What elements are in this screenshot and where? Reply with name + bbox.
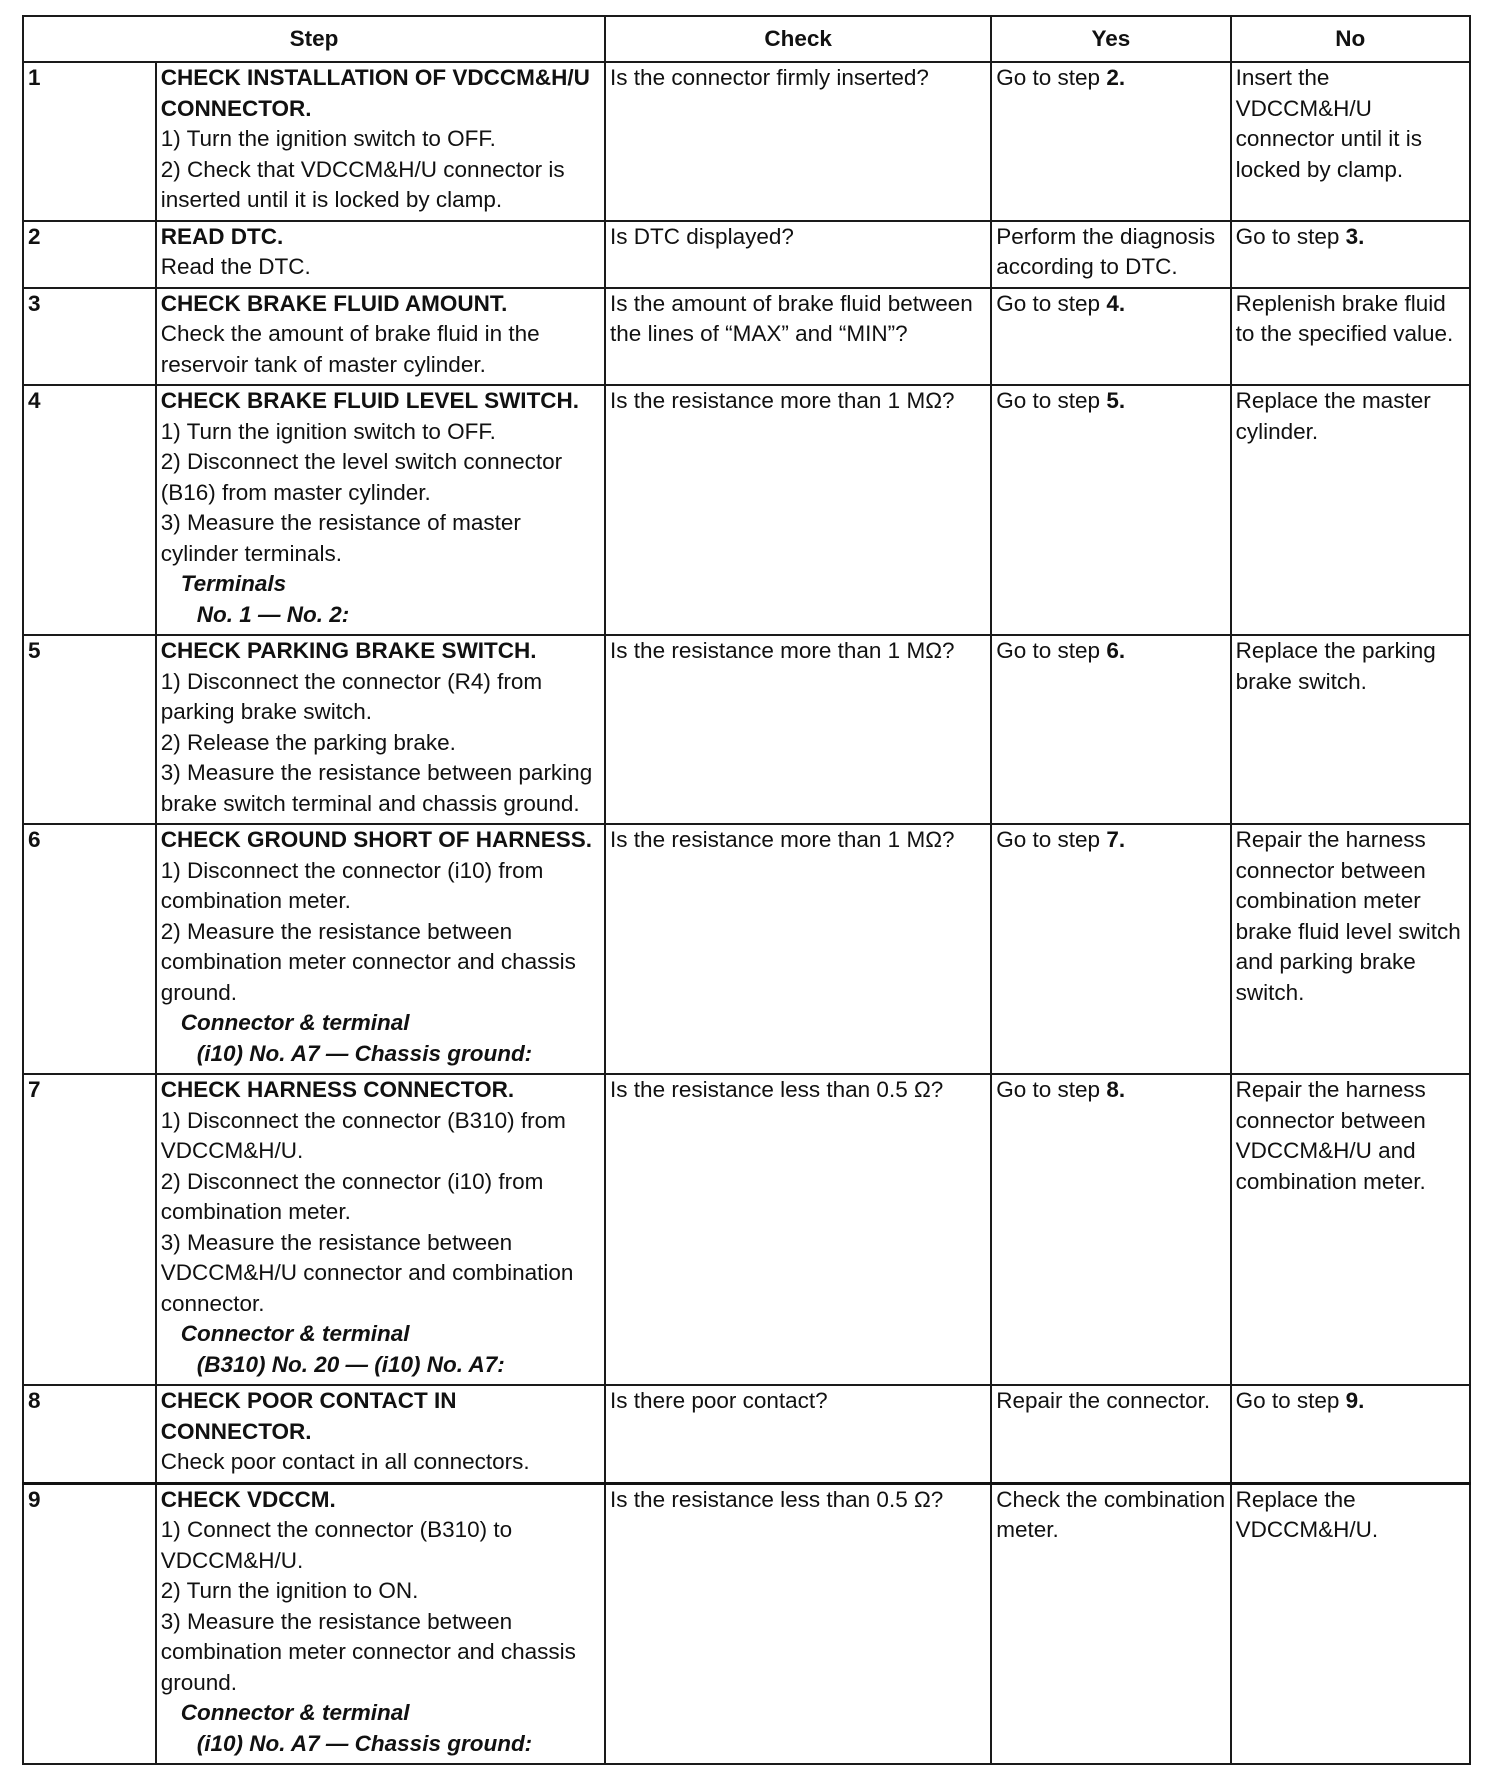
step-instruction: 1) Disconnect the connector (R4) from parking brake switch. [160, 668, 543, 724]
yes-cell [991, 1074, 1230, 1385]
step-number: 4 [23, 385, 156, 635]
step-instruction: Check the amount of brake fluid in the reservoir tank of master cylinder. [160, 321, 540, 377]
yes-cell [991, 385, 1230, 635]
step-instruction: 2) Turn the ignition to ON. [160, 1578, 419, 1603]
no-cell [1231, 62, 1470, 221]
no-step-ref: 9. [1345, 1388, 1365, 1413]
yes-step-ref: 4. [1106, 290, 1126, 316]
no-cell [1231, 1385, 1470, 1483]
spec-value: (B310) No. 20 — (i10) No. A7: [196, 1351, 505, 1377]
table-row [23, 385, 1470, 635]
yes-cell [991, 1385, 1230, 1483]
spec-label: Connector & terminal [180, 1700, 410, 1725]
check-cell: Is the amount of brake fluid between the lines of “MAX” and “MIN”? [605, 288, 991, 386]
table-row [23, 1483, 1470, 1764]
yes-cell [991, 1483, 1230, 1764]
check-cell: Is the resistance more than 1 MΩ? [605, 824, 991, 1074]
yes-step-ref: 6. [1106, 638, 1126, 663]
no-text: Replace the VDCCM&H/U. [1235, 1486, 1379, 1542]
step-instruction: 2) Measure the resistance between combination meter connector and chassis ground. [160, 918, 576, 1005]
table-row [23, 824, 1470, 1074]
step-title: CHECK VDCCM. [160, 1486, 336, 1512]
step-cell [156, 1483, 605, 1764]
step-number: 5 [23, 635, 156, 824]
no-text: Repair the harness connector between VDCCM&H/U and combination meter. [1235, 1077, 1426, 1194]
no-cell [1231, 221, 1470, 288]
no-text: Repair the harness connector between combination meter brake fluid level switch and parking brake switch. [1235, 827, 1461, 1005]
spec-label: Connector & terminal [180, 1321, 410, 1346]
step-title: CHECK INSTALLATION OF VDCCM&H/U CONNECTOR. [160, 65, 590, 121]
check-cell: Is the resistance more than 1 MΩ? [605, 635, 991, 824]
step-title: READ DTC. [160, 223, 284, 249]
step-instruction: 2) Disconnect the level switch connector (B16) from master cylinder. [160, 449, 563, 505]
no-cell [1231, 1074, 1470, 1385]
step-instruction: 3) Measure the resistance between parking brake switch terminal and chassis ground. [160, 760, 593, 816]
yes-cell [991, 288, 1230, 386]
no-cell [1231, 1483, 1470, 1764]
yes-step-ref: 8. [1106, 1077, 1126, 1102]
step-instruction: 1) Turn the ignition switch to OFF. [160, 126, 496, 151]
no-text: Go to step [1235, 223, 1346, 249]
header-check: Check [605, 16, 991, 62]
table-row [23, 62, 1470, 221]
step-number: 3 [23, 288, 156, 386]
no-text: Insert the VDCCM&H/U connector until it is locked by clamp. [1235, 65, 1422, 182]
no-cell [1231, 288, 1470, 386]
check-cell: Is the resistance less than 0.5 Ω? [605, 1483, 991, 1764]
table-row [23, 1074, 1470, 1385]
yes-text: Go to step [996, 65, 1107, 90]
table-row [23, 635, 1470, 824]
yes-text: Go to step [996, 638, 1107, 663]
step-title: CHECK BRAKE FLUID LEVEL SWITCH. [160, 388, 580, 413]
step-instruction: Check poor contact in all connectors. [160, 1449, 530, 1474]
step-cell [156, 824, 605, 1074]
step-cell [156, 221, 605, 288]
step-instruction: 3) Measure the resistance between VDCCM&H/U connector and combination connector. [160, 1229, 574, 1316]
spec-value: (i10) No. A7 — Chassis ground: [196, 1730, 533, 1756]
yes-text: Go to step [996, 290, 1107, 316]
yes-cell [991, 824, 1230, 1074]
check-cell: Is the connector firmly inserted? [605, 62, 991, 221]
yes-cell [991, 221, 1230, 288]
yes-text: Perform the diagnosis according to DTC. [996, 223, 1216, 279]
step-instruction: 1) Disconnect the connector (B310) from VDCCM&H/U. [160, 1107, 566, 1163]
no-text: Replace the parking brake switch. [1235, 638, 1436, 694]
check-cell: Is the resistance less than 0.5 Ω? [605, 1074, 991, 1385]
step-number: 8 [23, 1385, 156, 1483]
yes-step-ref: 7. [1106, 827, 1126, 852]
step-instruction: Read the DTC. [160, 254, 311, 279]
yes-cell [991, 635, 1230, 824]
step-instruction: 1) Connect the connector (B310) to VDCCM&H/U. [160, 1517, 513, 1573]
step-cell [156, 288, 605, 386]
spec-label: Terminals [180, 571, 287, 596]
step-instruction: 1) Disconnect the connector (i10) from combination meter. [160, 857, 544, 913]
no-cell [1231, 635, 1470, 824]
yes-step-ref: 5. [1106, 388, 1126, 413]
step-cell [156, 385, 605, 635]
table-row [23, 288, 1470, 386]
spec-value: No. 1 — No. 2: [196, 601, 350, 627]
step-instruction: 2) Disconnect the connector (i10) from combination meter. [160, 1168, 544, 1224]
yes-step-ref: 2. [1106, 65, 1126, 90]
header-yes: Yes [991, 16, 1230, 62]
step-cell [156, 635, 605, 824]
step-instruction: 1) Turn the ignition switch to OFF. [160, 418, 496, 444]
step-cell [156, 1074, 605, 1385]
step-instruction: 3) Measure the resistance of master cylinder terminals. [160, 510, 521, 566]
yes-cell [991, 62, 1230, 221]
yes-text: Repair the connector. [996, 1388, 1211, 1413]
step-number: 6 [23, 824, 156, 1074]
yes-text: Go to step [996, 388, 1107, 413]
no-text: Replace the master cylinder. [1235, 388, 1431, 444]
no-text: Go to step [1235, 1388, 1346, 1413]
yes-text: Check the combination meter. [996, 1486, 1226, 1542]
spec-value: (i10) No. A7 — Chassis ground: [196, 1040, 533, 1066]
check-cell: Is there poor contact? [605, 1385, 991, 1483]
no-text: Replenish brake fluid to the specified value. [1235, 290, 1454, 346]
table-row [23, 221, 1470, 288]
step-number: 1 [23, 62, 156, 221]
yes-text: Go to step [996, 1077, 1107, 1102]
step-cell [156, 62, 605, 221]
table-row [23, 1385, 1470, 1483]
no-step-ref: 3. [1345, 223, 1365, 249]
step-title: CHECK HARNESS CONNECTOR. [160, 1077, 515, 1102]
step-title: CHECK PARKING BRAKE SWITCH. [160, 638, 537, 663]
check-cell: Is the resistance more than 1 MΩ? [605, 385, 991, 635]
check-cell: Is DTC displayed? [605, 221, 991, 288]
spec-label: Connector & terminal [180, 1010, 410, 1035]
header-step: Step [23, 16, 605, 62]
no-cell [1231, 824, 1470, 1074]
step-instruction: 3) Measure the resistance between combination meter connector and chassis ground. [160, 1608, 576, 1695]
step-number: 7 [23, 1074, 156, 1385]
diagnosis-table [22, 15, 1471, 1765]
yes-text: Go to step [996, 827, 1107, 852]
step-number: 2 [23, 221, 156, 288]
step-instruction: 2) Release the parking brake. [160, 729, 456, 755]
step-title: CHECK GROUND SHORT OF HARNESS. [160, 827, 592, 852]
step-number: 9 [23, 1483, 156, 1764]
step-title: CHECK BRAKE FLUID AMOUNT. [160, 290, 508, 316]
header-row [23, 16, 1470, 62]
no-cell [1231, 385, 1470, 635]
header-no: No [1231, 16, 1470, 62]
step-instruction: 2) Check that VDCCM&H/U connector is inserted until it is locked by clamp. [160, 156, 565, 212]
step-title: CHECK POOR CONTACT IN CONNECTOR. [160, 1388, 457, 1444]
step-cell [156, 1385, 605, 1483]
table-body [23, 62, 1470, 1764]
